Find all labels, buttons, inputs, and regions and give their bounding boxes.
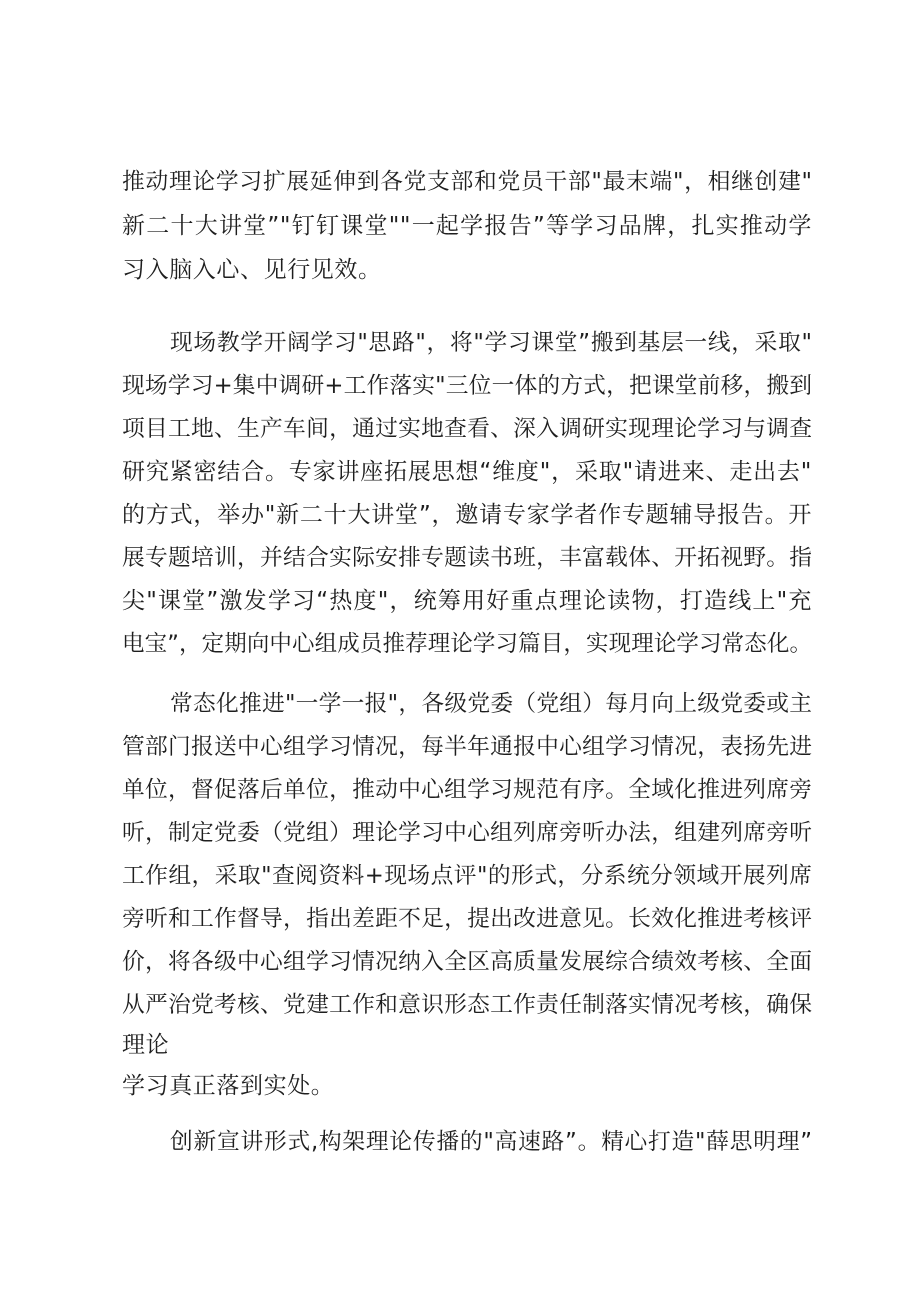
- text-line: 理论: [122, 1032, 170, 1058]
- text-line: 创新宣讲形式,构架理论传播的"高速路”。精心打造"薛思明理”: [170, 1129, 812, 1155]
- text-line: 价，将各级中心组学习情况纳入全区高质量发展综合绩效考核、全面: [122, 949, 812, 975]
- text-line: 研究紧密结合。专家讲座拓展思想“维度"，采取"请进来、走出去": [122, 459, 812, 485]
- text-line: 听，制定党委（党组）理论学习中心组列席旁听办法，组建列席旁听: [122, 820, 812, 846]
- text-line: 学习真正落到实处。: [122, 1073, 335, 1099]
- text-line: 现场教学开阔学习"思路"，将"学习课堂”搬到基层一线，采取": [170, 330, 812, 356]
- text-line: 尖"课堂”激发学习“热度"，统筹用好重点理论读物，打造线上"充: [122, 588, 812, 614]
- text-line: 习入脑入心、见行见效。: [122, 257, 382, 283]
- text-line: 单位，督促落后单位，推动中心组学习规范有序。全域化推进列席旁: [122, 777, 812, 803]
- text-line: 工作组，采取"查阅资料+现场点评"的形式，分系统分领域开展列席: [122, 863, 812, 889]
- text-line: 项目工地、生产车间，通过实地查看、深入调研实现理论学习与调查: [122, 416, 812, 442]
- text-line: 旁听和工作督导，指出差距不足，提出改进意见。长效化推进考核评: [122, 906, 812, 932]
- text-line: 新二十大讲堂”"钉钉课堂""一起学报告”等学习品牌，扎实推动学: [122, 213, 812, 239]
- text-line: 电宝”，定期向中心组成员推荐理论学习篇目，实现理论学习常态化。: [122, 631, 812, 657]
- text-line: 的方式，举办"新二十大讲堂”，邀请专家学者作专题辅导报告。开: [122, 502, 812, 528]
- text-line: 管部门报送中心组学习情况，每半年通报中心组学习情况，表扬先进: [122, 734, 812, 760]
- text-line: 展专题培训，并结合实际安排专题读书班，丰富载体、开拓视野。指: [122, 545, 812, 571]
- text-line: 现场学习+集中调研+工作落实"三位一体的方式，把课堂前移，搬到: [122, 373, 812, 399]
- text-line: 从严治党考核、党建工作和意识形态工作责任制落实情况考核，确保: [122, 992, 812, 1018]
- text-line: 常态化推进"一学一报"，各级党委（党组）每月向上级党委或主: [170, 691, 812, 717]
- text-line: 推动理论学习扩展延伸到各党支部和党员干部"最末端"，相继创建": [122, 169, 812, 195]
